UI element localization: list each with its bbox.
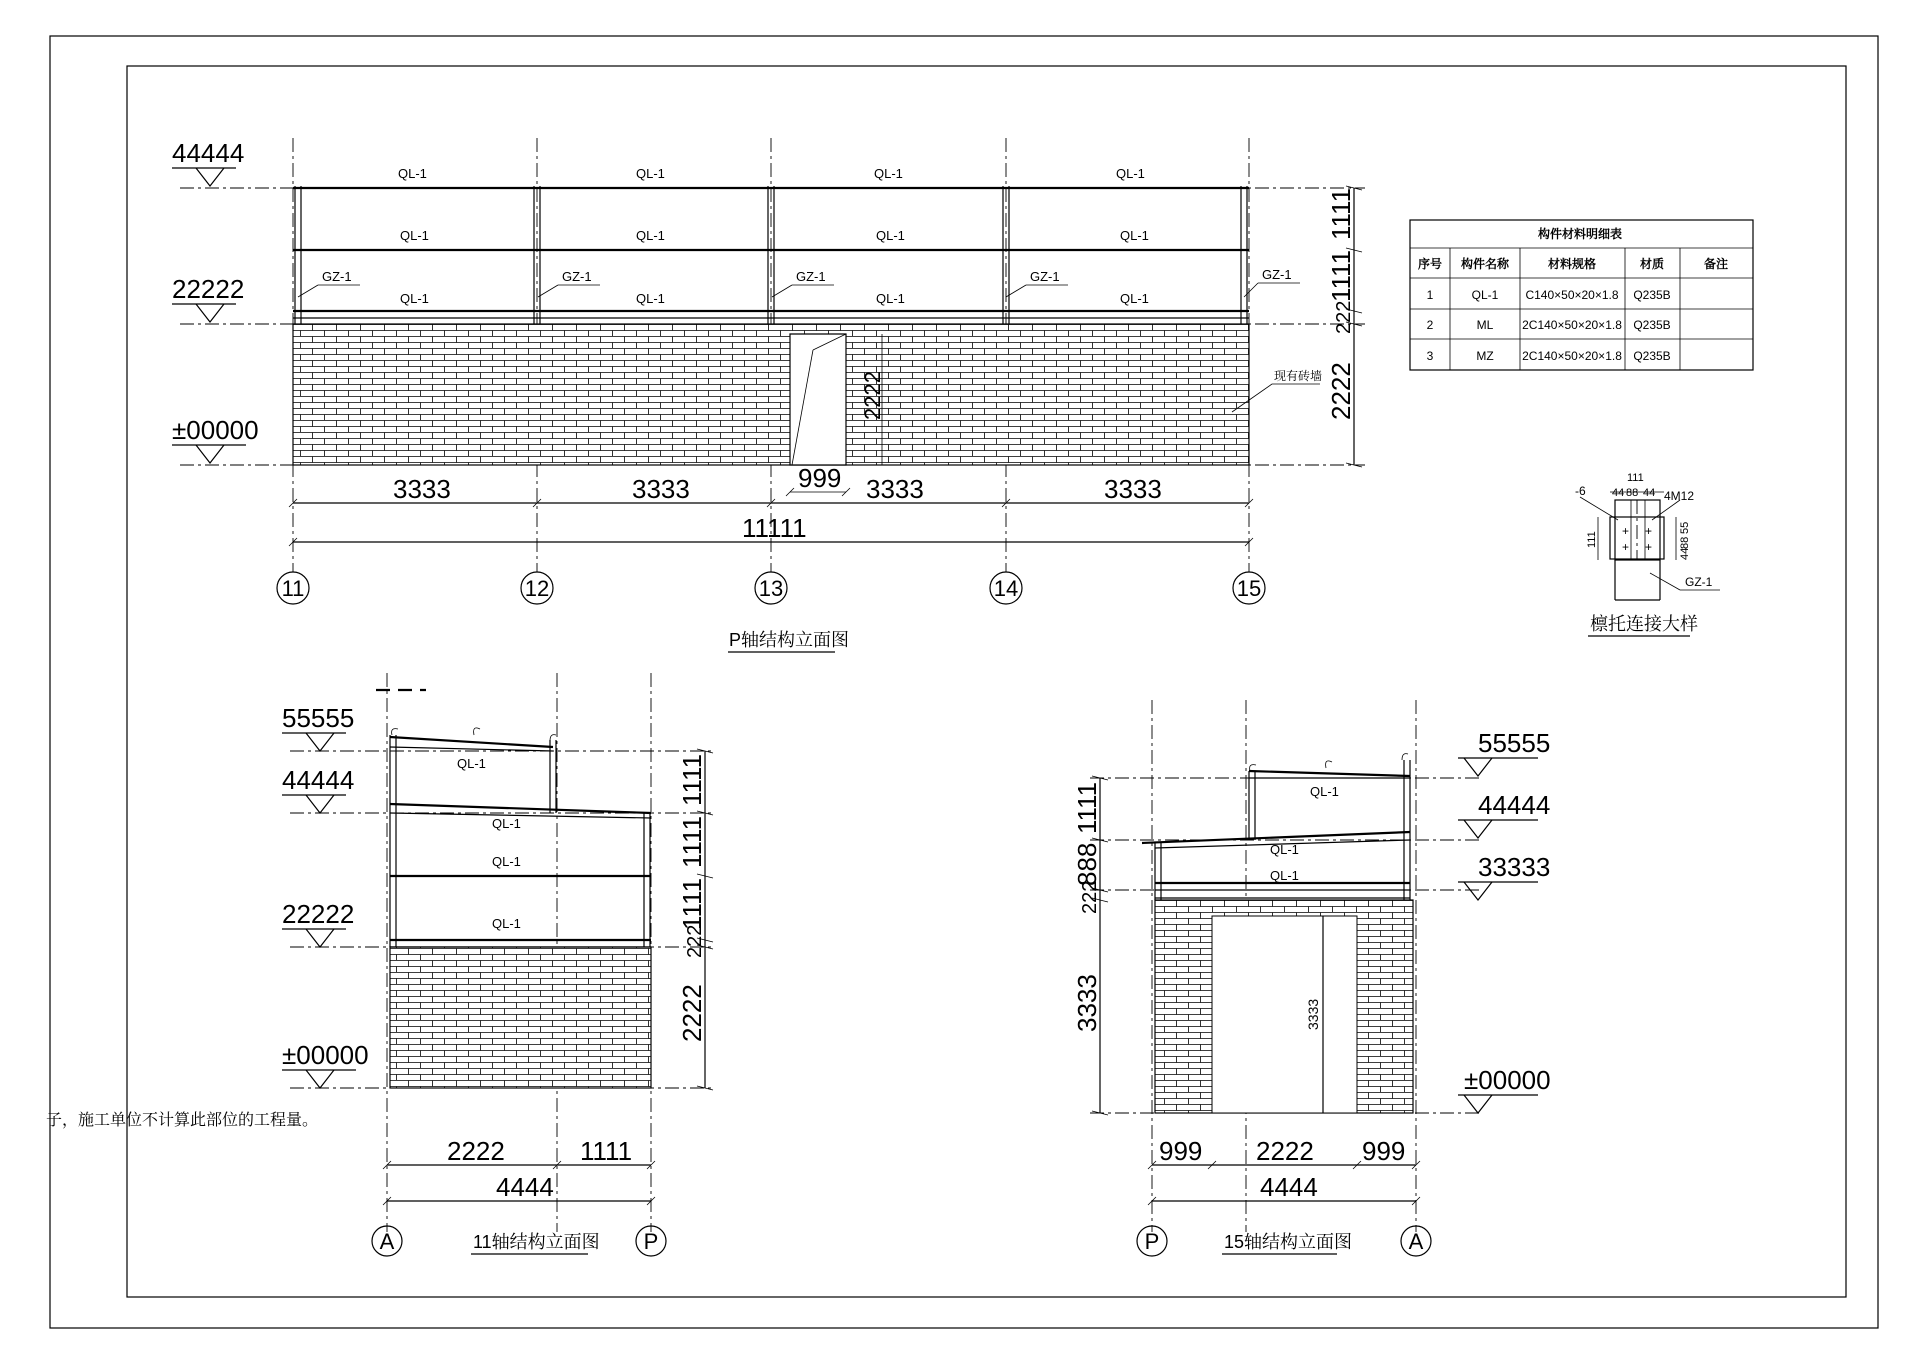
elevation-marker [1458, 790, 1550, 838]
svg-text:+: + [1645, 524, 1653, 538]
beam-label: QL-1 [874, 166, 903, 181]
wall-note: 现有砖墙 [1274, 369, 1323, 383]
column-label: GZ-1 [322, 269, 352, 284]
elevation-marker [282, 1040, 369, 1088]
beam-label: QL-1 [400, 228, 429, 243]
axis-15-elevation [1072, 700, 1551, 1256]
svg-text:GZ-1: GZ-1 [1685, 575, 1713, 589]
beam-label: QL-1 [1116, 166, 1145, 181]
door-height: 3333 [1305, 998, 1321, 1030]
dim-text: 3333 [632, 474, 690, 504]
svg-text:15: 15 [1236, 576, 1262, 601]
svg-text:±00000: ±00000 [172, 415, 259, 445]
svg-text:P: P [1144, 1229, 1160, 1254]
table-cell: QL-1 [1471, 288, 1499, 302]
table-cell: 1 [1426, 288, 1434, 302]
dim-text: 1111 [580, 1136, 633, 1166]
beam-label: QL-1 [876, 291, 905, 306]
side-note: 子，施工单位不计算此部位的工程量。 [46, 1112, 319, 1129]
elevation-marker [282, 765, 354, 813]
svg-text:44: 44 [1643, 487, 1656, 499]
beam-label: QL-1 [636, 166, 665, 181]
axis-bubble [636, 1226, 666, 1256]
dim-text: 11111 [742, 513, 807, 543]
svg-text:14: 14 [993, 576, 1019, 601]
beam-label: QL-1 [1310, 784, 1339, 799]
axis-bubble [277, 572, 309, 604]
svg-text:44444: 44444 [172, 138, 245, 168]
svg-text:88: 88 [1626, 487, 1639, 499]
dim-text: 1111 [1072, 781, 1102, 834]
elevation-marker [172, 138, 244, 186]
table-cell: Q235B [1633, 349, 1671, 363]
axis-bubble [372, 1226, 402, 1256]
beam-label: QL-1 [636, 291, 665, 306]
table-cell: Q235B [1633, 288, 1671, 302]
svg-text:+: + [1622, 540, 1630, 554]
svg-text:22222: 22222 [282, 899, 355, 929]
svg-text:44: 44 [1679, 547, 1691, 560]
table-cell: 2C140×50×20×1.8 [1522, 318, 1622, 332]
axis-bubble [755, 572, 787, 604]
elevation-marker [282, 703, 354, 751]
dim-text: 3333 [866, 474, 924, 504]
beam-label: QL-1 [636, 228, 665, 243]
dim-text: 222 [1079, 880, 1101, 914]
detail-title: 檩托连接大样 [1590, 614, 1698, 634]
table-cell: Q235B [1633, 318, 1671, 332]
svg-text:55555: 55555 [282, 703, 355, 733]
wall-opening [790, 334, 846, 465]
beam-label: QL-1 [457, 756, 486, 771]
table-header: 材料规格 [1547, 257, 1597, 271]
door-opening [1212, 916, 1357, 1113]
material-table [1410, 220, 1753, 370]
view-title: 11轴结构立面图 [473, 1232, 600, 1252]
view-title: 15轴结构立面图 [1224, 1232, 1353, 1252]
elevation-marker [282, 899, 354, 947]
dim-text: 4444 [1260, 1172, 1318, 1202]
table-header: 材质 [1639, 257, 1665, 271]
svg-text:111: 111 [1627, 472, 1644, 484]
beam-label: QL-1 [1120, 228, 1149, 243]
table-cell: C140×50×20×1.8 [1525, 288, 1619, 302]
column-label: GZ-1 [796, 269, 826, 284]
svg-text:44444: 44444 [282, 765, 355, 795]
svg-text:55: 55 [1679, 521, 1691, 534]
beam-label: QL-1 [492, 916, 521, 931]
brick-wall [293, 324, 1249, 465]
view-title: P轴结构立面图 [729, 630, 850, 650]
svg-text:11: 11 [281, 576, 305, 601]
dim-text: 888 [1072, 842, 1102, 886]
svg-text:-6: -6 [1575, 484, 1586, 498]
table-cell: ML [1476, 318, 1494, 332]
dim-text: 1111 [1326, 187, 1356, 240]
axis-bubble [521, 572, 553, 604]
svg-text:33333: 33333 [1478, 852, 1551, 882]
dim-text: 3333 [1104, 474, 1162, 504]
svg-text:A: A [379, 1229, 395, 1254]
beam-label: QL-1 [876, 228, 905, 243]
svg-text:44444: 44444 [1478, 790, 1551, 820]
beam-label: QL-1 [1270, 868, 1299, 883]
axis-11-elevation [282, 673, 715, 1256]
svg-text:P: P [643, 1229, 659, 1254]
dim-text: 222 [1333, 300, 1355, 334]
table-cell: 3 [1426, 349, 1434, 363]
dim-text: 3333 [393, 474, 451, 504]
dim-text: 1111 [677, 877, 707, 930]
axis-bubble [1401, 1226, 1431, 1256]
svg-text:+: + [1622, 524, 1630, 538]
table-cell: 2C140×50×20×1.8 [1522, 349, 1622, 363]
svg-text:13: 13 [758, 576, 784, 601]
dim-text: 1111 [677, 815, 707, 868]
dim-text: 1111 [1326, 249, 1356, 302]
dim-text: 999 [1159, 1136, 1203, 1166]
table-title: 构件材料明细表 [1537, 227, 1623, 241]
dim-text: 2222 [1256, 1136, 1314, 1166]
elevation-marker [1458, 1065, 1551, 1113]
svg-text:44: 44 [1612, 487, 1625, 499]
p-axis-elevation [172, 138, 1365, 652]
column-label: GZ-1 [1262, 267, 1292, 282]
table-header: 序号 [1417, 257, 1443, 271]
elevation-marker [172, 274, 244, 322]
elevation-marker [172, 415, 259, 463]
brick-wall [390, 947, 651, 1088]
column-label: GZ-1 [562, 269, 592, 284]
beam-label: QL-1 [492, 854, 521, 869]
dim-text: 2222 [447, 1136, 505, 1166]
elevation-marker [1458, 852, 1550, 900]
axis-bubble [990, 572, 1022, 604]
dim-text: 4444 [496, 1172, 554, 1202]
beam-label: QL-1 [1270, 842, 1299, 857]
table-cell: 2 [1426, 318, 1434, 332]
purlin-bracket-detail [1575, 472, 1720, 636]
svg-text:55555: 55555 [1478, 728, 1551, 758]
svg-text:A: A [1408, 1229, 1424, 1254]
svg-text:±00000: ±00000 [282, 1040, 369, 1070]
elevation-marker [1458, 728, 1550, 776]
column-label: GZ-1 [1030, 269, 1060, 284]
dim-text: 1111 [677, 753, 707, 806]
dim-text: 2222 [1326, 362, 1356, 420]
svg-text:12: 12 [524, 576, 550, 601]
dim-text: 2222 [677, 984, 707, 1042]
dim-text: 222 [684, 924, 706, 958]
beam-label: QL-1 [400, 291, 429, 306]
beam-label: QL-1 [398, 166, 427, 181]
axis-bubble [1233, 572, 1265, 604]
table-cell: MZ [1476, 349, 1494, 363]
table-header: 构件名称 [1460, 257, 1510, 271]
svg-text:88: 88 [1679, 536, 1691, 549]
svg-text:±00000: ±00000 [1464, 1065, 1551, 1095]
svg-text:22222: 22222 [172, 274, 245, 304]
svg-text:4M12: 4M12 [1664, 489, 1695, 503]
table-header: 备注 [1703, 257, 1729, 271]
beam-label: QL-1 [1120, 291, 1149, 306]
dim-text: 999 [1362, 1136, 1406, 1166]
svg-text:111: 111 [1586, 531, 1598, 548]
opening-height: 2222 [860, 371, 885, 420]
svg-text:+: + [1645, 540, 1653, 554]
beam-label: QL-1 [492, 816, 521, 831]
dim-text: 3333 [1072, 974, 1102, 1032]
axis-bubble [1137, 1226, 1167, 1256]
dim-text: 999 [798, 463, 842, 493]
